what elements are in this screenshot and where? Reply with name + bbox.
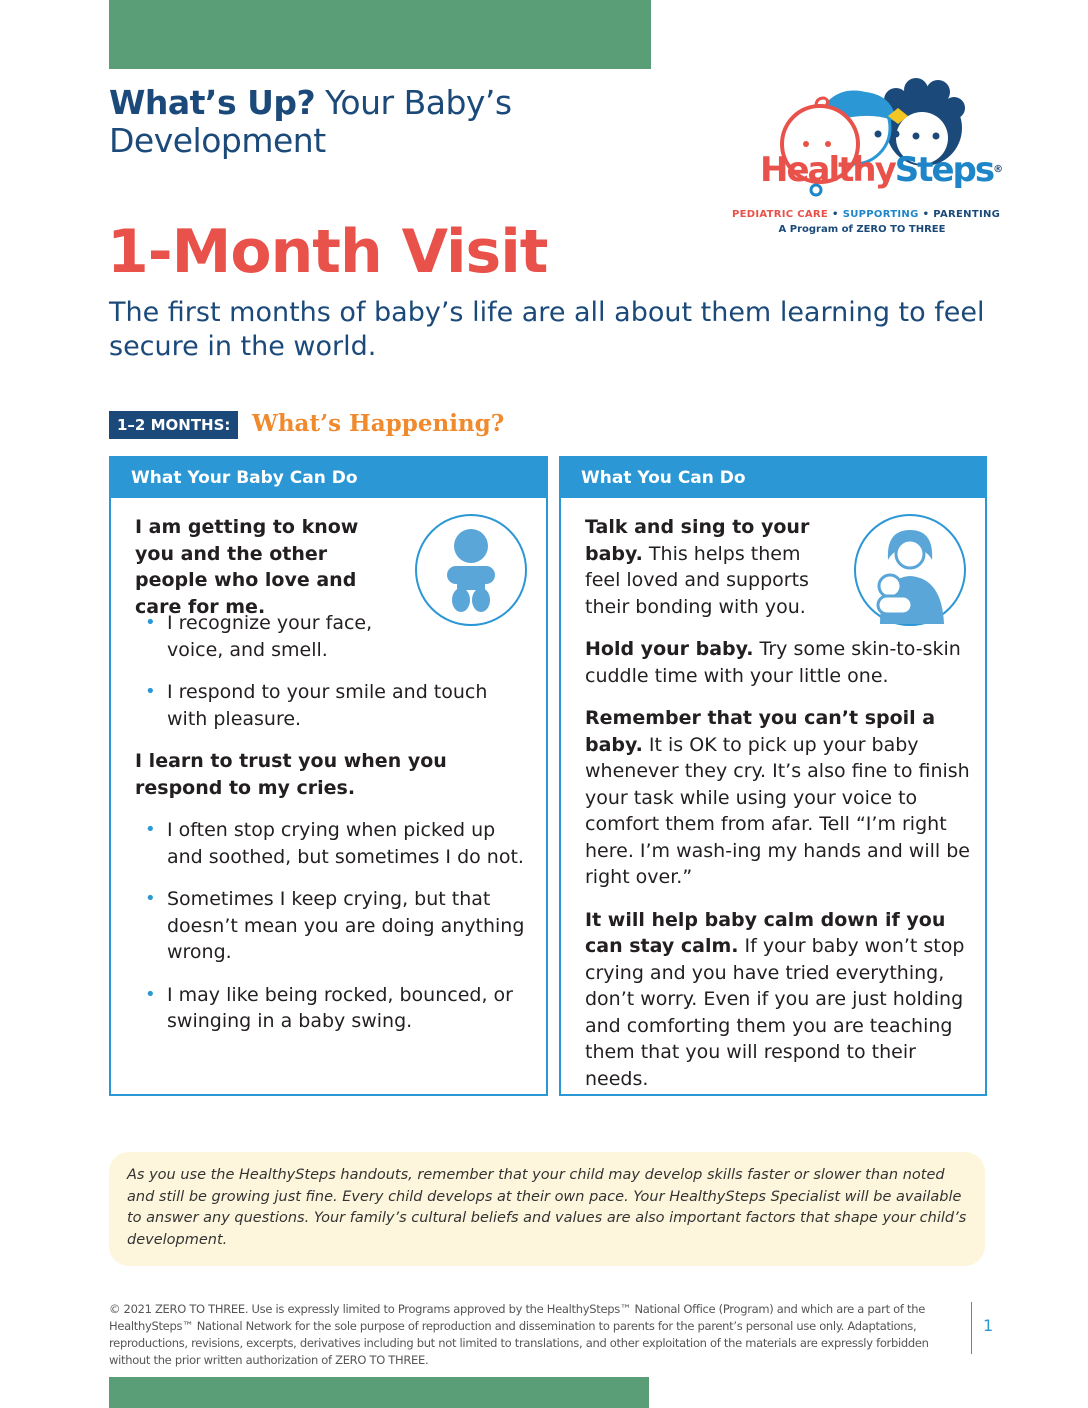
logo-tag-supporting: SUPPORTING [842,209,919,220]
you-can-do-body [585,636,971,1108]
you-can-do-header: What You Can Do [561,458,985,498]
stay-calm-heading: It will help baby calm down if you can stay calm. [585,908,946,957]
list-item: • Sometimes I keep crying, but that doesn’t mean you are doing anything wrong. [167,886,532,966]
logo-registered-mark: ® [993,164,1004,175]
baby-can-do-box [109,456,548,1096]
logo-tag-dot: • [832,209,839,220]
stay-calm-text: If your baby won’t stop crying and you have tried everything, don’t worry. Even if you are just holding and comforting them you are teaching them that you will respond to their needs. [585,935,965,1090]
no-spoil-heading: Remember that you can’t spoil a baby. [585,707,936,756]
list-item: • I recognize your face, voice, and smell. [167,610,532,663]
logo-wordmark [760,150,1003,190]
baby-can-do-body [135,610,532,1051]
no-spoil-text: It is OK to pick up your baby whenever they cry. It’s also fine to finish your task while using your voice to comfort them from afar. Tell “I’m right here. I’m wash-ing my hands and will be right over.” [585,733,970,888]
baby-bullet-list-2 [135,817,532,1035]
age-range-badge: 1–2 MONTHS: [109,411,238,439]
parent-holding-baby-icon [854,514,966,626]
logo-tag-pediatric: PEDIATRIC CARE [732,209,829,220]
list-item: • I respond to your smile and touch with pleasure. [167,679,532,732]
intro-text: The first months of baby’s life are all about them learning to feel secure in the world. [109,297,985,362]
baby-heading-1: I am getting to know you and the other people who love and care for me. [135,516,359,618]
baby-can-do-header: What Your Baby Can Do [111,458,546,498]
header-title-rest: Your Baby’s Development [109,83,512,160]
section-heading: What’s Happening? [252,410,505,437]
logo-word-healthy: Healthy [760,150,895,190]
logo-tag-dot: • [922,209,930,220]
header-title-bold: What’s Up? [109,83,316,122]
baby-heading-2: I learn to trust you when you respond to my cries. [135,750,447,799]
page-number: 1 [983,1316,994,1335]
bottom-accent-bar [109,1377,649,1408]
talk-sing-heading: Talk and sing to your baby. [585,516,810,565]
logo-tagline [732,209,1001,220]
you-can-do-item-1 [585,514,835,636]
logo-subtitle: A Program of ZERO TO THREE [778,224,946,235]
page-header-title [109,84,669,160]
footer-divider [971,1302,972,1354]
baby-bullet-list-1 [135,610,532,732]
list-item: • I may like being rocked, bounced, or swinging in a baby swing. [167,982,532,1035]
development-note: As you use the HealthySteps handouts, remember that your child may develop skills faster or slower than noted and still be growing just fine. Every child develops at their own pace. Your HealthySteps Specialist will be available to answer any questions. Your family’s cultural beliefs and values are also important factors that shape your child’s development. [109,1152,985,1266]
logo-word-steps: Steps [894,150,994,190]
talk-sing-text: This helps them feel loved and supports their bonding with you. [585,542,809,618]
hold-baby-text: Try some skin-to-skin cuddle time with your little one. [585,638,961,687]
copyright-footer: © 2021 ZERO TO THREE. Use is expressly limited to Programs approved by the HealthySteps™ National Office (Program) and which are a part of the HealthySteps™ National Network for the sole purpose of reproduction and dissemination to parents for the parent’s personal use only. Adaptations, reproductions, revisions, excerpts, derivatives including but not limited to translations, and other exploitation of the materials are expressly forbidden without the prior written authorization of ZERO TO THREE. [109,1302,929,1367]
list-item: • I often stop crying when picked up and soothed, but sometimes I do not. [167,817,532,870]
visit-title: 1-Month Visit [107,217,548,287]
healthysteps-logo [732,78,1004,238]
top-accent-bar [109,0,651,69]
logo-tag-parenting: PARENTING [933,209,1001,220]
you-can-do-box [559,456,987,1096]
hold-baby-heading: Hold your baby. [585,638,754,660]
